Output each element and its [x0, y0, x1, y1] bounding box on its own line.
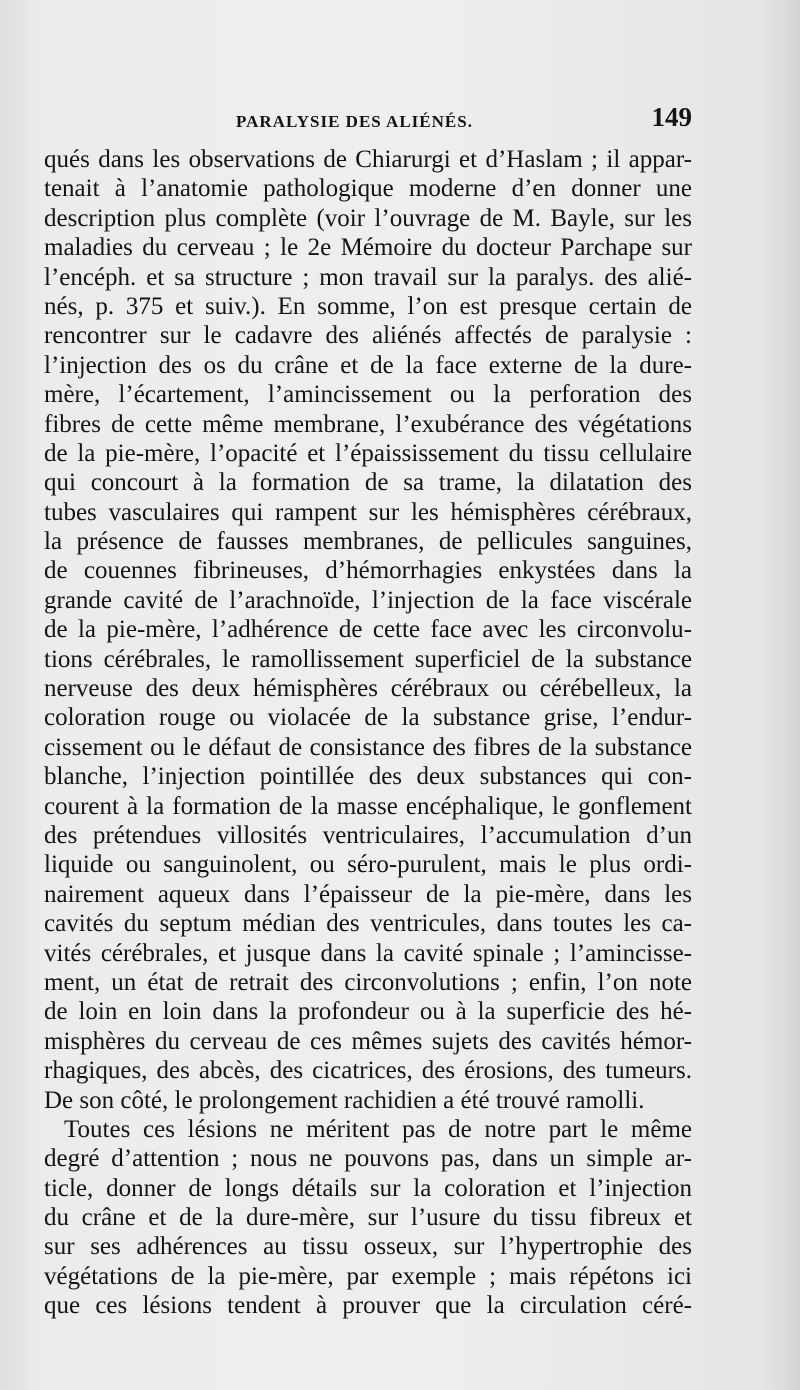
text-line: coloration rouge ou violacée de la substance grise, l’endur-	[44, 704, 692, 732]
text-line: nés, p. 375 et suiv.). En somme, l’on est presque certain de	[44, 292, 692, 320]
text-line: misphères du cerveau de ces mêmes sujets des cavités hémor-	[44, 1027, 692, 1055]
text-line: vités cérébrales, et jusque dans la cavité spinale ; l’amincisse-	[44, 939, 692, 967]
text-line: Toutes ces lésions ne méritent pas de notre part le même	[64, 1115, 692, 1143]
text-line: tenait à l’anatomie pathologique moderne d’en donner une	[44, 175, 692, 203]
text-line: qués dans les observations de Chiarurgi et d’Haslam ; il appar-	[44, 146, 692, 173]
text-line: de la pie-mère, l’opacité et l’épaississement du tissu cellulaire	[44, 439, 692, 467]
text-line: ticle, donner de longs détails sur la coloration et l’injection	[44, 1174, 692, 1202]
text-line: de loin en loin dans la profondeur ou à la superficie des hé-	[44, 998, 692, 1026]
text-line: des prétendues villosités ventriculaires, l’accumulation d’un	[44, 821, 692, 849]
page-header	[44, 100, 692, 140]
text-line: courent à la formation de la masse encéphalique, le gonflement	[44, 792, 692, 820]
text-line: cissement ou le défaut de consistance des fibres de la substance	[44, 733, 692, 761]
text-line: sur ses adhérences au tissu osseux, sur l’hypertrophie des	[44, 1233, 692, 1261]
text-line: nerveuse des deux hémisphères cérébraux ou cérébelleux, la	[44, 675, 692, 703]
text-line: fibres de cette même membrane, l’exubérance des végétations	[44, 410, 692, 438]
text-line: l’injection des os du crâne et de la face externe de la dure-	[44, 351, 692, 379]
running-title: PARALYSIE DES ALIÉNÉS.	[236, 112, 473, 131]
text-line: de la pie-mère, l’adhérence de cette face avec les circonvolu-	[44, 616, 692, 644]
text-line: ment, un état de retrait des circonvolutions ; enfin, l’on note	[44, 968, 692, 996]
text-line: blanche, l’injection pointillée des deux substances qui con-	[44, 763, 692, 791]
text-line: description plus complète (voir l’ouvrage de M. Bayle, sur les	[44, 204, 692, 232]
text-line: mère, l’écartement, l’amincissement ou la perforation des	[44, 381, 692, 409]
text-line: l’encéph. et sa structure ; mon travail sur la paralys. des alié-	[44, 263, 692, 291]
text-line: de couennes fibrineuses, d’hémorrhagies enkystées dans la	[44, 557, 692, 585]
text-line: cavités du septum médian des ventricules, dans toutes les ca-	[44, 910, 692, 938]
page-number: 149	[651, 102, 692, 132]
text-line: liquide ou sanguinolent, ou séro-purulent, mais le plus ordi-	[44, 851, 692, 879]
text-line: du crâne et de la dure-mère, sur l’usure du tissu fibreux et	[44, 1204, 692, 1232]
text-line: tubes vasculaires qui rampent sur les hémisphères cérébraux,	[44, 498, 692, 526]
text-line: nairement aqueux dans l’épaisseur de la pie-mère, dans les	[44, 880, 692, 908]
text-line: maladies du cerveau ; le 2e Mémoire du docteur Parchape sur	[44, 234, 692, 262]
text-line: que ces lésions tendent à prouver que la circulation céré-	[44, 1292, 692, 1320]
text-line: grande cavité de l’arachnoïde, l’injection de la face viscérale	[44, 586, 692, 614]
text-line: degré d’attention ; nous ne pouvons pas, dans un simple ar-	[44, 1145, 692, 1173]
text-line: rencontrer sur le cadavre des aliénés affectés de paralysie :	[44, 322, 692, 350]
text-line: la présence de fausses membranes, de pellicules sanguines,	[44, 528, 692, 556]
text-line: végétations de la pie-mère, par exemple ; mais répétons ici	[44, 1262, 692, 1290]
text-line: qui concourt à la formation de sa trame, la dilatation des	[44, 469, 692, 497]
body-text	[44, 145, 692, 1321]
text-line: rhagiques, des abcès, des cicatrices, des érosions, des tumeurs.	[44, 1057, 692, 1085]
text-line: De son côté, le prolongement rachidien a été trouvé ramolli.	[44, 1086, 645, 1114]
text-line: tions cérébrales, le ramollissement superficiel de la substance	[44, 645, 692, 673]
